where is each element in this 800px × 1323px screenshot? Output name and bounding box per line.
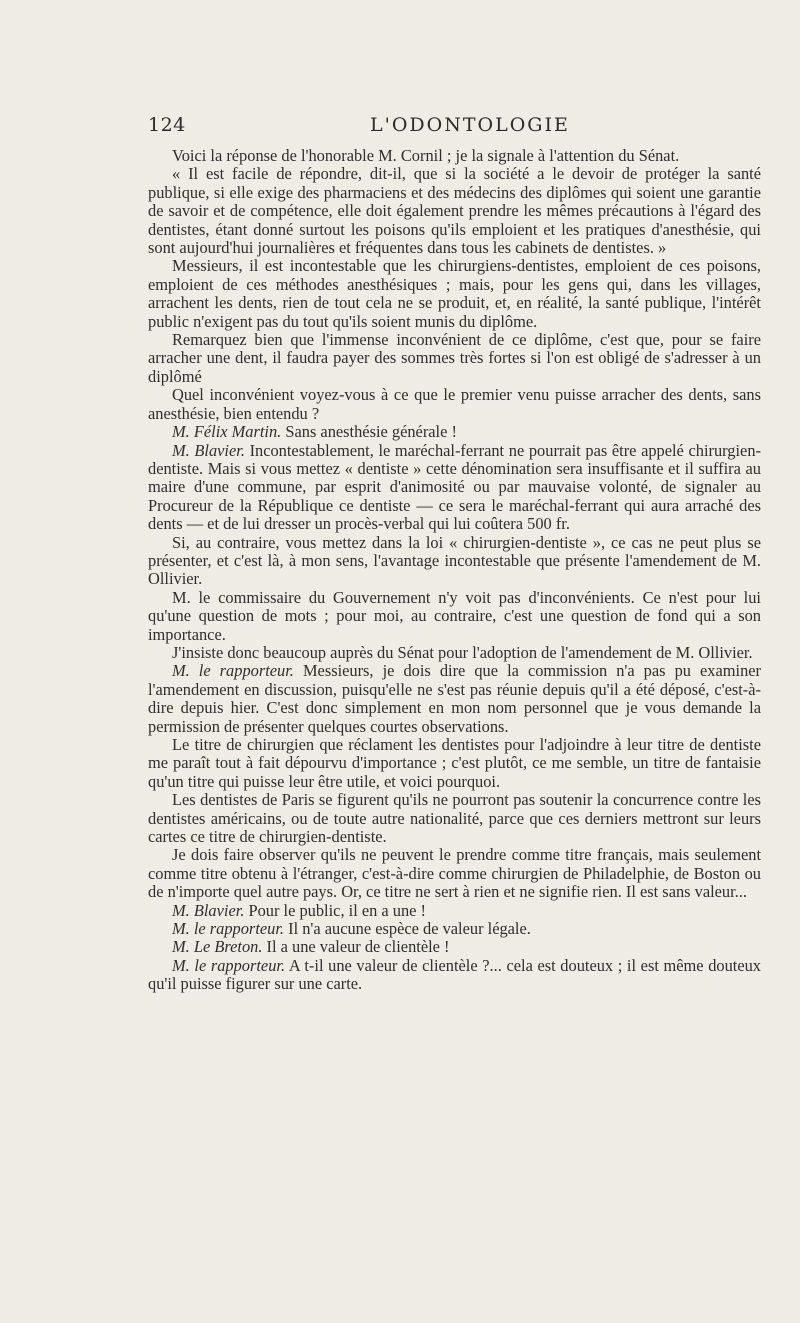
paragraph-text: Le titre de chirurgien que réclament les dentistes pour l'adjoindre à leur titre de dentiste me paraît tout à fait dépourvu d'importance ; c'est plutôt, ce me semble, un titre de fantaisie qu'un titre qui puisse leur être utile, et voici pourquoi. (148, 735, 761, 791)
paragraph (148, 331, 761, 386)
paragraph-text: Les dentistes de Paris se figurent qu'ils ne pourront pas soutenir la concurrence contre les dentistes américains, ou de toute autre nationalité, parce que ces derniers mettront sur leurs cartes ce titre de chirurgien-dentiste. (148, 790, 761, 847)
speaker-name: M. le rapporteur. (172, 955, 286, 975)
speech-paragraph (148, 423, 761, 441)
speaker-name: M. le rapporteur. (172, 919, 284, 939)
paragraph (148, 147, 761, 165)
paragraph (148, 791, 761, 846)
paragraph-text: Il a une valeur de clientèle ! (266, 937, 450, 957)
paragraph-text: M. le commissaire du Gouvernement n'y voit pas d'inconvénients. Ce n'est pour lui qu'une question de mots ; pour moi, au contraire, c'est une question de fond qui a son importance. (148, 587, 761, 644)
paragraph-text: Il n'a aucune espèce de valeur légale. (288, 919, 531, 939)
paragraph-text: Voici la réponse de l'honorable M. Cornil ; je la signale à l'attention du Sénat. (172, 146, 680, 165)
paragraph (148, 589, 761, 644)
paragraph-text: Messieurs, je dois dire que la commission n'a pas pu examiner l'amendement en discussion, puisqu'elle ne s'est pas réunie depuis qu'il a été déposé, c'est-à-dire depuis hier. C'est donc simplement en mon nom personnel que je vous demande la permission de présenter quelques courtes observations. (148, 661, 761, 736)
paragraph-text: Quel inconvénient voyez-vous à ce que le premier venu puisse arracher des dents, sans anesthésie, bien entendu ? (148, 385, 761, 423)
paragraph (148, 386, 761, 423)
paragraph (148, 534, 761, 589)
paragraph-text: Sans anesthésie générale ! (285, 422, 457, 442)
journal-title: L'ODONTOLOGIE (370, 114, 570, 136)
page-number: 124 (148, 114, 186, 136)
paragraph-text: Remarquez bien que l'immense inconvénient de ce diplôme, c'est que, pour se faire arracher une dent, il faudra payer des sommes très fortes si l'on est obligé de s'adresser à un diplômé (148, 330, 761, 386)
paragraph-text: Incontestablement, le maréchal-ferrant ne pourrait pas être appelé chirurgien-dentiste. Mais si vous mettez « dentiste » cette dénomination sera insuffisante et il suffira au maire d'une commune, par esprit d'animosité ou par mauvaise volonté, de signaler au Procureur de la République ce dentiste — ce sera le maréchal-ferrant qui aura arraché des dents — et de lui dresser un procès-verbal qui lui coûtera 500 fr. (148, 440, 761, 534)
paragraph-text: J'insiste donc beaucoup auprès du Sénat pour l'adoption de l'amendement de M. Ollivier. (172, 642, 753, 662)
speaker-name: M. Blavier. (172, 900, 245, 920)
speech-paragraph (148, 442, 761, 534)
paragraph (148, 846, 761, 901)
paragraph-text: Si, au contraire, vous mettez dans la loi « chirurgien-dentiste », ce cas ne peut plus se présenter, et c'est là, à mon sens, l'avantage incontestable que présente l'amendement de M. Ollivier. (148, 532, 761, 589)
page-header (148, 114, 760, 138)
paragraph-text: Je dois faire observer qu'ils ne peuvent le prendre comme titre français, mais seulement comme titre obtenu à l'étranger, c'est-à-dire comme chirurgien de Philadelphie, de Boston ou de n'importe quel autre pays. Or, ce titre ne sert à rien et ne signifie rien. Il est sans valeur... (148, 845, 761, 902)
speech-paragraph (148, 957, 761, 994)
speech-paragraph (148, 920, 761, 938)
paragraph-text: « Il est facile de répondre, dit-il, que si la société a le devoir de protéger la santé publique, si elle exige des pharmaciens et des médecins des diplômes qui soient une garantie de savoir et de compétence, elle doit également prendre les mêmes précautions à l'égard des dentistes, étant donné surtout les poisons qu'ils emploient et les pratiques d'anesthésie, qui sont aujourd'hui journalières et fréquentes dans tous les cabinets de dentistes. » (148, 164, 761, 258)
speech-paragraph (148, 902, 761, 920)
paragraph-text: Pour le public, il en a une ! (248, 900, 427, 920)
speech-paragraph (148, 662, 761, 736)
paragraph (148, 165, 761, 257)
paragraph-text: Messieurs, il est incontestable que les chirurgiens-dentistes, emploient de ces poisons, emploient de ces méthodes anesthésiques ; mais, pour les gens qui, dans les villages, arrachent les dents, rien de tout cela ne se produit, et, en réalité, la santé publique, l'intérêt public n'exigent pas du tout qu'ils soient munis du diplôme. (148, 256, 761, 331)
paragraph (148, 736, 761, 791)
speaker-name: M. le rapporteur. (172, 661, 294, 681)
speaker-name: M. Félix Martin. (172, 422, 282, 442)
body-text (148, 147, 761, 994)
paragraph-text: A t-il une valeur de clientèle ?... cela est douteux ; il est même douteux qu'il puisse figurer sur une carte. (148, 955, 762, 994)
paragraph (148, 644, 761, 662)
speaker-name: M. Blavier. (172, 440, 245, 460)
paragraph (148, 257, 761, 331)
speech-paragraph (148, 938, 761, 956)
speaker-name: M. Le Breton. (172, 937, 263, 957)
